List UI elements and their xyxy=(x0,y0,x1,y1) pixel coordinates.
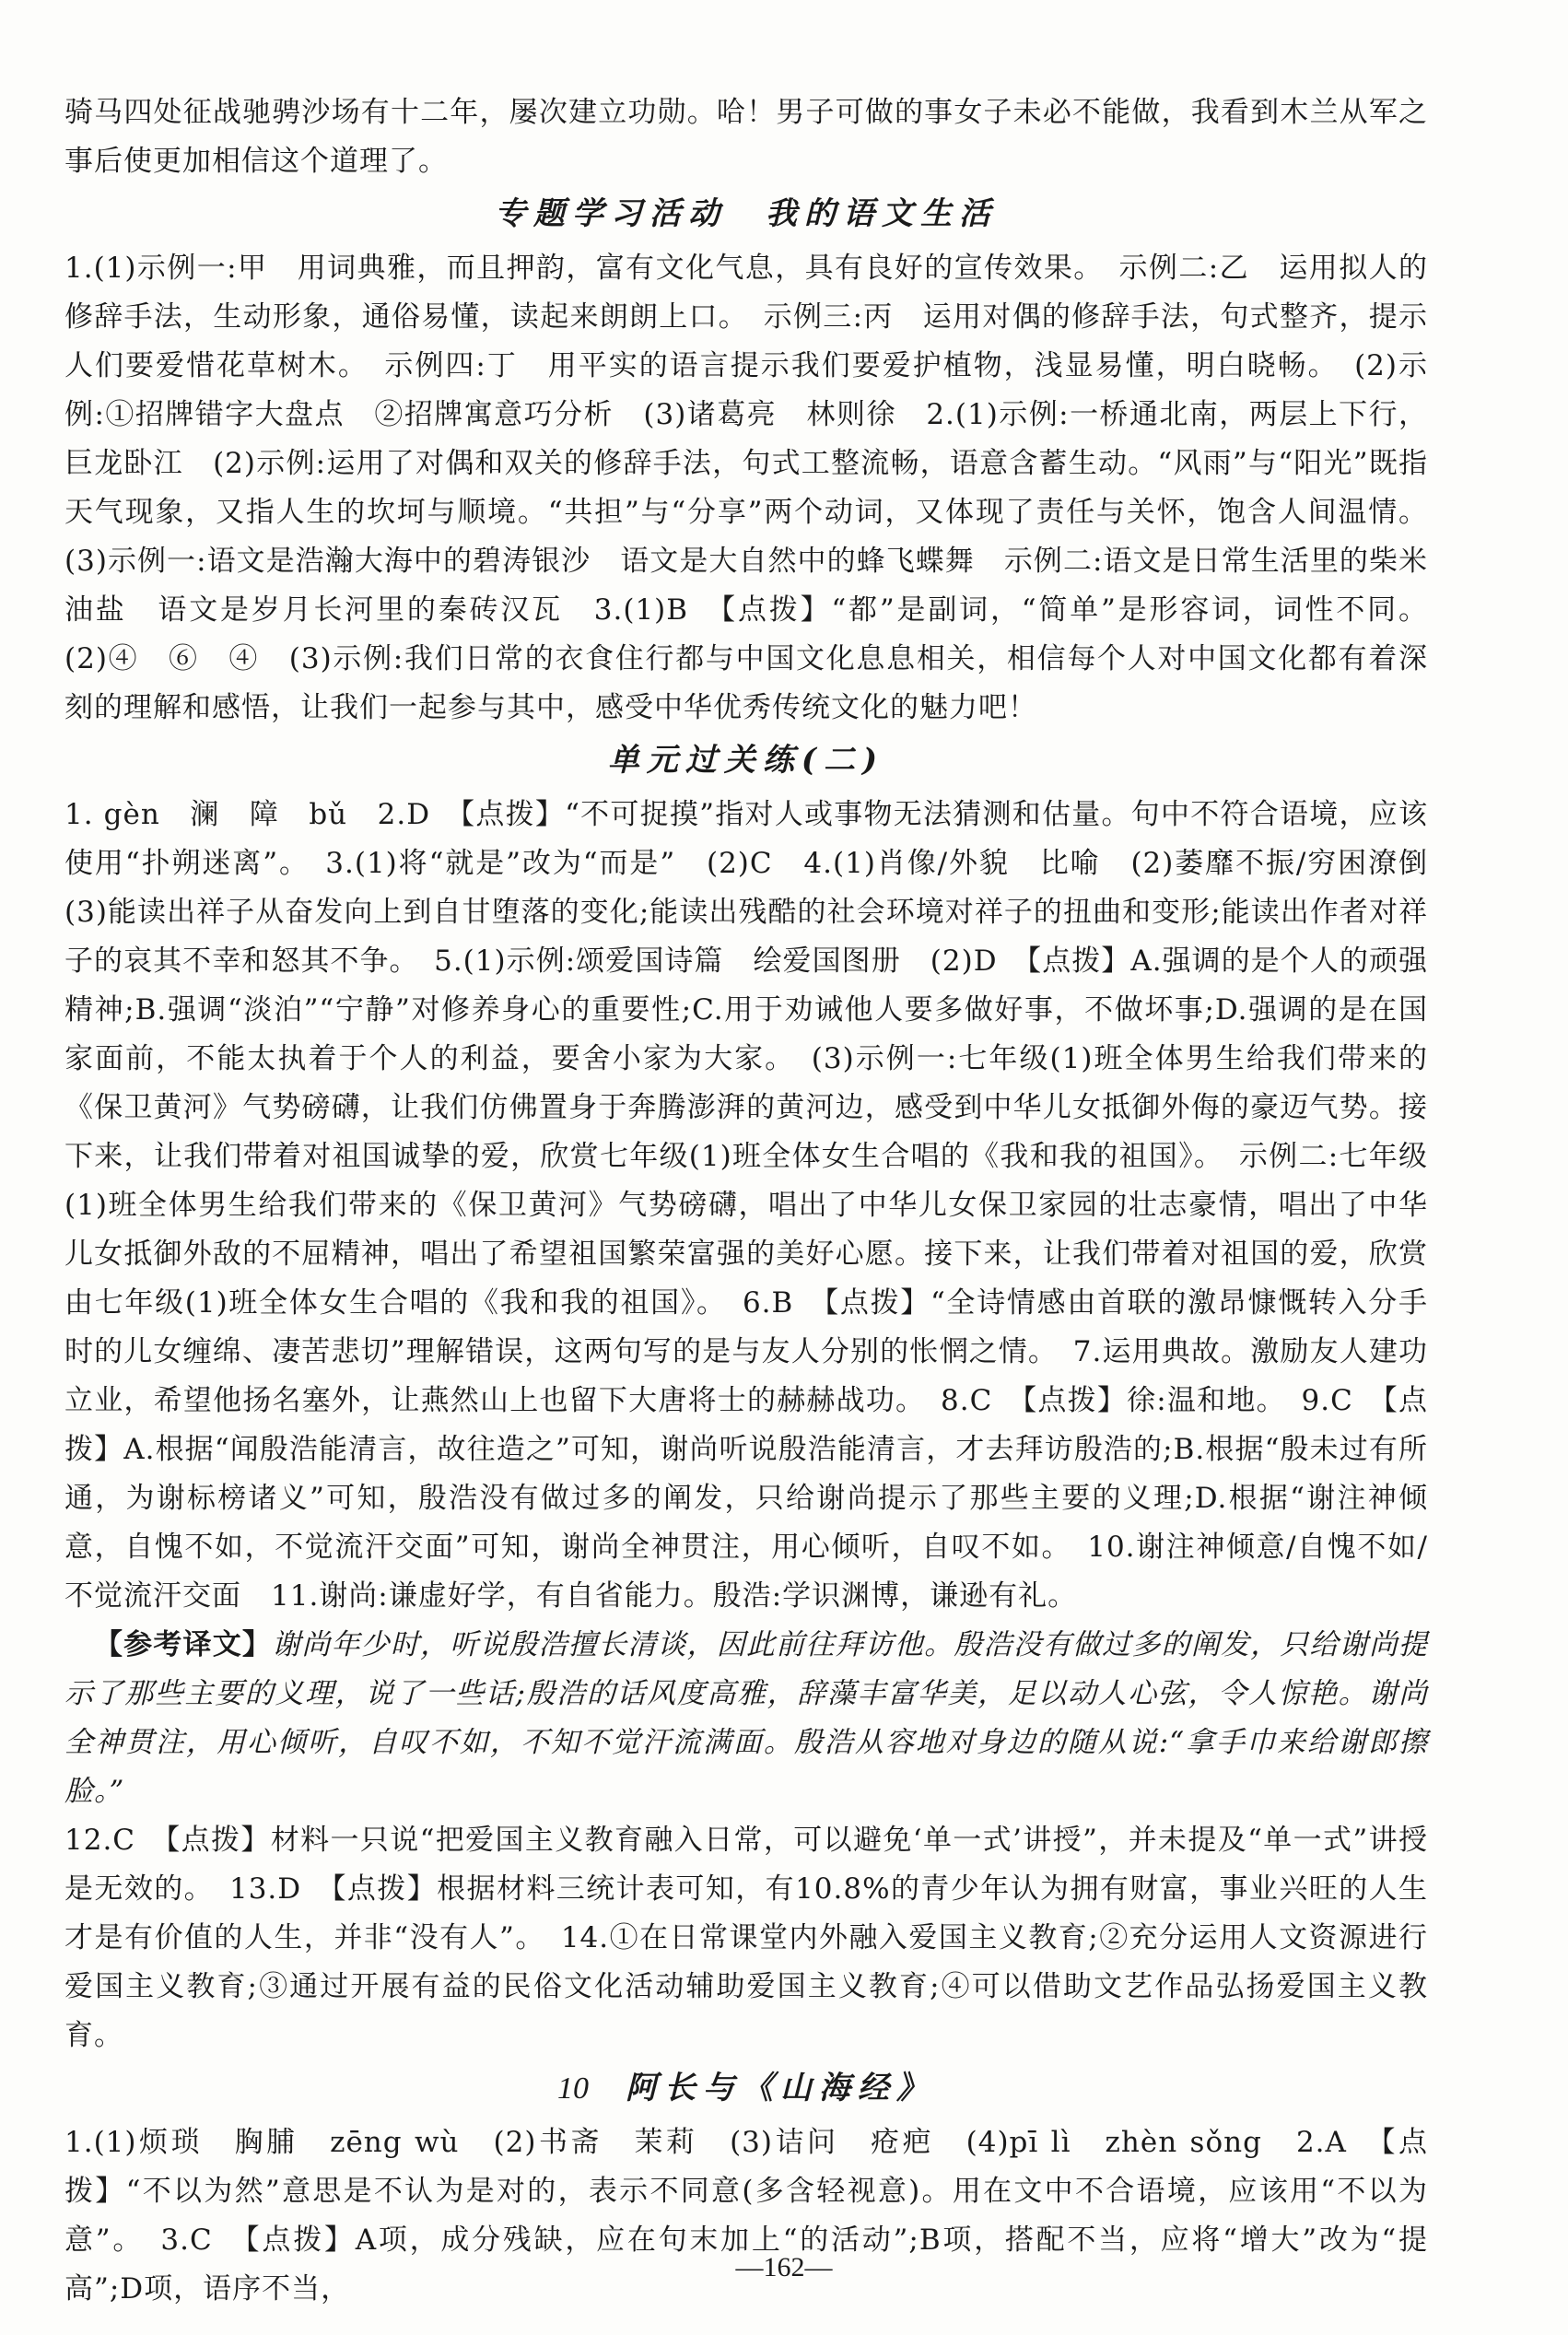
section-lesson-10-body: 1.(1)烦琐 胸脯 zēng wù (2)书斋 茉莉 (3)诘问 疮疤 (4)pī lì zhèn sǒng 2.A 【点拨】“不以为然”意思是不认为是对的，表示不同意(多含轻视意)。用在文中不合语境，应该用“不以为意”。 3.C 【点拨】A项，成分残缺，应在句末加上“的活动”;B项，搭配不当，应将“增大”改为“提高”;D项，语序不当， xyxy=(64,2126,1428,2306)
intro-text: 骑马四处征战驰骋沙场有十二年，屡次建立功勋。哈！男子可做的事女子未必不能做，我看到木兰从军之事后使更加相信这个道理了。 xyxy=(64,96,1428,178)
section-unit-test-body: 1. gèn 澜 障 bǔ 2.D 【点拨】“不可捉摸”指对人或事物无法猜测和估量。句中不符合语境，应该使用“扑朔迷离”。 3.(1)将“就是”改为“而是” (2)C 4.(1)肖像/外貌 比喻 (2)萎靡不振/穷困潦倒 (3)能读出祥子从奋发向上到自甘堕落的变化;能读出残酷的社会环境对祥子的扭曲和变形;能读出作者对祥子的哀其不幸和怒其不争。 5.(1)示例:颂爱国诗篇 绘爱国图册 (2)D 【点拨】A.强调的是个人的顽强精神;B.强调“淡泊”“宁静”对修养身心的重要性;C.用于劝诫他人要多做好事，不做坏事;D.强调的是在国家面前，不能太执着于个人的利益，要舍小家为大家。 (3)示例一:七年级(1)班全体男生给我们带来的《保卫黄河》气势磅礴，让我们仿佛置身于奔腾澎湃的黄河边，感受到中华儿女抵御外侮的豪迈气势。接下来，让我们带着对祖国诚挚的爱，欣赏七年级(1)班全体女生合唱的《我和我的祖国》。 示例二:七年级(1)班全体男生给我们带来的《保卫黄河》气势磅礴，唱出了中华儿女保卫家园的壮志豪情，唱出了中华儿女抵御外敌的不屈精神，唱出了希望祖国繁荣富强的美好心愿。接下来，让我们带着对祖国的爱，欣赏由七年级(1)班全体女生合唱的《我和我的祖国》。 6.B 【点拨】“全诗情感由首联的激昂慷慨转入分手时的儿女缠绵、凄苦悲切”理解错误，这两句写的是与友人分别的怅惘之情。 7.运用典故。激励友人建功立业，希望他扬名塞外，让燕然山上也留下大唐将士的赫赫战功。 8.C 【点拨】徐:温和地。 9.C 【点拨】A.根据“闻殷浩能清言，故往造之”可知，谢尚听说殷浩能清言，才去拜访殷浩的;B.根据“殷未过有所通，为谢标榜诸义”可知，殷浩没有做过多的阐发，只给谢尚提示了那些主要的义理;D.根据“谢注神倾意，自愧不如，不觉流汗交面”可知，谢尚全神贯注，用心倾听，自叹不如。 10.谢注神倾意/自愧不如/不觉流汗交面 11.谢尚:谦虚好学，有自省能力。殷浩:学识渊博，谦逊有礼。 xyxy=(64,798,1457,1613)
page-number: —162— xyxy=(735,2252,833,2282)
section-heading-lesson-10 xyxy=(64,2064,1428,2113)
translation-label: 【参考译文】 xyxy=(94,1628,273,1661)
section-unit-test-body-2: 12.C 【点拨】材料一只说“把爱国主义教育融入日常，可以避免‘单一式’讲授”，并未提及“单一式”讲授是无效的。 13.D 【点拨】根据材料三统计表可知，有10.8%的青少年认为拥有财富，事业兴旺的人生才是有价值的人生，并非“没有人”。 14.①在日常课堂内外融入爱国主义教育;②充分运用人文资源进行爱国主义教育;③通过开展有益的民俗文化活动辅助爱国主义教育;④可以借助文艺作品弘扬爱国主义教育。 xyxy=(64,1824,1428,2052)
translation-text: 谢尚年少时，听说殷浩擅长清谈，因此前往拜访他。殷浩没有做过多的阐发，只给谢尚提示了那些主要的义理，说了一些话;殷浩的话风度高雅，辞藻丰富华美，足以动人心弦，令人惊艳。谢尚全神贯注，用心倾听，自叹不如，不知不觉汗流满面。殷浩从容地对身边的随从说:“拿手巾来给谢郎擦脸。” xyxy=(64,1628,1428,1808)
answer-content xyxy=(64,88,1457,2314)
lesson-title: 阿长与《山海经》 xyxy=(626,2070,935,2106)
section-heading-unit-test: 单元过关练(二) xyxy=(607,742,885,779)
section-activity-body: 1.(1)示例一:甲 用词典雅，而且押韵，富有文化气息，具有良好的宣传效果。 示例二:乙 运用拟人的修辞手法，生动形象，通俗易懂，读起来朗朗上口。 示例三:丙 运用对偶的修辞手法，句式整齐，提示人们要爱惜花草树木。 示例四:丁 用平实的语言提示我们要爱护植物，浅显易懂，明白晓畅。 (2)示例:①招牌错字大盘点 ②招牌寓意巧分析 (3)诸葛亮 林则徐 2.(1)示例:一桥通北南，两层上下行，巨龙卧江 (2)示例:运用了对偶和双关的修辞手法，句式工整流畅，语意含蓄生动。“风雨”与“阳光”既指天气现象，又指人生的坎坷与顺境。“共担”与“分享”两个动词，又体现了责任与关怀，饱含人间温情。(3)示例一:语文是浩瀚大海中的碧涛银沙 语文是大自然中的蜂飞蝶舞 示例二:语文是日常生活里的柴米油盐 语文是岁月长河里的秦砖汉瓦 3.(1)B 【点拨】“都”是副词，“简单”是形容词，词性不同。(2)④ ⑥ ④ (3)示例:我们日常的衣食住行都与中国文化息息相关，相信每个人对中国文化都有着深刻的理解和感悟，让我们一起参与其中，感受中华优秀传统文化的魅力吧！ xyxy=(64,252,1428,724)
lesson-number: 10 xyxy=(557,2071,589,2106)
section-heading-activity: 专题学习活动 我的语文生活 xyxy=(495,195,998,232)
reference-translation xyxy=(64,1621,1428,1816)
